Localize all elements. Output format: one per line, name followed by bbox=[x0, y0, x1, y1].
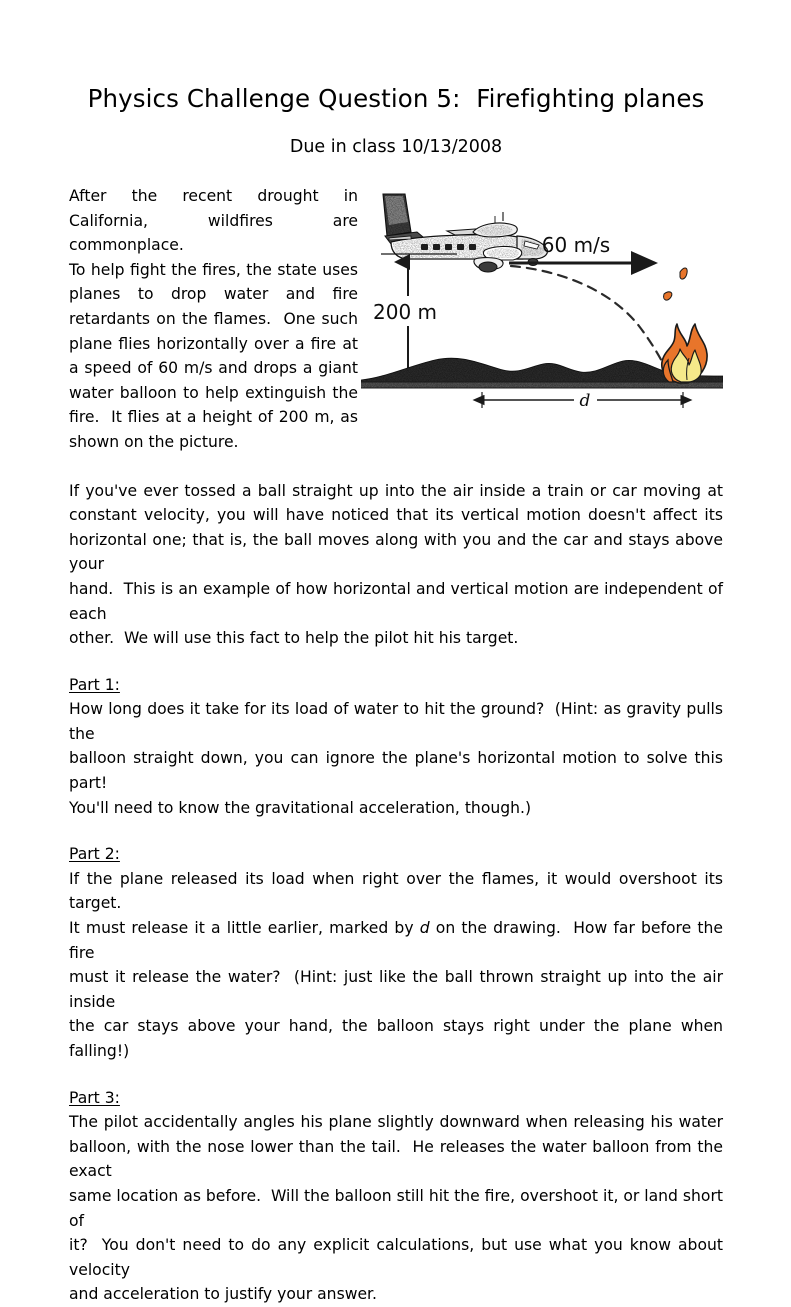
part-1-line: How long does it take for its load of water to hit the ground? (Hint: as gravity pulls the bbox=[69, 700, 728, 743]
intro-line: plane flies horizontally over a fire at bbox=[69, 334, 358, 353]
part-3-line: same location as before. Will the balloon still hit the fire, overshoot it, or land short of bbox=[69, 1186, 728, 1230]
part-3-line: and acceleration to justify your answer. bbox=[69, 1285, 377, 1304]
intro-line: retardants on the flames. One such bbox=[69, 309, 358, 328]
part-3-body bbox=[69, 1110, 728, 1307]
trajectory-curve bbox=[511, 266, 671, 380]
explanation-paragraph bbox=[69, 479, 728, 651]
part-2-body bbox=[69, 867, 728, 1064]
part-2-section bbox=[69, 842, 728, 1063]
intro-line: To help fight the fires, the state uses bbox=[69, 260, 358, 279]
intro-paragraph bbox=[69, 184, 363, 455]
part-3-line: balloon, with the nose lower than the tail. He releases the water balloon from the exact bbox=[69, 1137, 728, 1181]
distance-label: d bbox=[579, 391, 591, 409]
paragraph2-line: other. We will use this fact to help the pilot hit his target. bbox=[69, 629, 519, 648]
part-2-line: must it release the water? (Hint: just like the ball thrown straight up into the air inside bbox=[69, 968, 728, 1011]
part-2-line: It must release it a little earlier, marked by d on the drawing. How far before the fire bbox=[69, 919, 728, 962]
paragraph2-line: hand. This is an example of how horizontal and vertical motion are independent of each bbox=[69, 579, 728, 623]
intro-line: fire. It flies at a height of 200 m, as bbox=[69, 408, 358, 427]
intro-line: California, wildfires are commonplace. bbox=[69, 211, 363, 255]
part-1-line: You'll need to know the gravitational acceleration, though.) bbox=[69, 798, 532, 817]
part-3-line: it? You don't need to do any explicit calculations, but use what you know about velocity bbox=[69, 1236, 728, 1279]
part-1-section bbox=[69, 673, 728, 821]
part-1-line: balloon straight down, you can ignore the plane's horizontal motion to solve this part! bbox=[69, 749, 728, 793]
intro-line: After the recent drought in bbox=[69, 187, 358, 205]
part-1-label: Part 1: bbox=[69, 675, 120, 694]
intro-section bbox=[69, 158, 723, 455]
intro-line: shown on the picture. bbox=[69, 432, 239, 451]
height-label: 200 m bbox=[373, 300, 438, 324]
part-3-line: The pilot accidentally angles his plane slightly downward when releasing his water bbox=[69, 1113, 723, 1132]
intro-line: planes to drop water and fire bbox=[69, 285, 358, 304]
document-content bbox=[69, 84, 728, 1307]
intro-line: a speed of 60 m/s and drops a giant bbox=[69, 359, 358, 378]
paragraph2-line: If you've ever tossed a ball straight up into the air inside a train or car moving at bbox=[69, 481, 723, 500]
firefighting-plane-figure bbox=[361, 184, 723, 409]
paragraph2-line: horizontal one; that is, the ball moves along with you and the car and stays above your bbox=[69, 530, 728, 574]
part-3-label: Part 3: bbox=[69, 1088, 120, 1107]
due-date-subtitle: Due in class 10/13/2008 bbox=[289, 137, 503, 157]
speed-label: 60 m/s bbox=[541, 233, 611, 257]
page-title: Physics Challenge Question 5: Firefighting planes bbox=[87, 84, 705, 113]
paragraph2-line: constant velocity, you will have noticed that its vertical motion doesn't affect its bbox=[69, 506, 723, 525]
intro-line: water balloon to help extinguish the bbox=[69, 383, 358, 402]
part-3-section bbox=[69, 1086, 728, 1307]
part-1-body bbox=[69, 697, 728, 820]
part-2-line: the car stays above your hand, the balloon stays right under the plane when falling!) bbox=[69, 1017, 728, 1060]
fire-flame bbox=[662, 268, 707, 383]
part-2-line: If the plane released its load when right over the flames, it would overshoot its target. bbox=[69, 869, 728, 913]
airplane-illustration bbox=[383, 194, 547, 272]
part-2-label: Part 2: bbox=[69, 845, 120, 864]
